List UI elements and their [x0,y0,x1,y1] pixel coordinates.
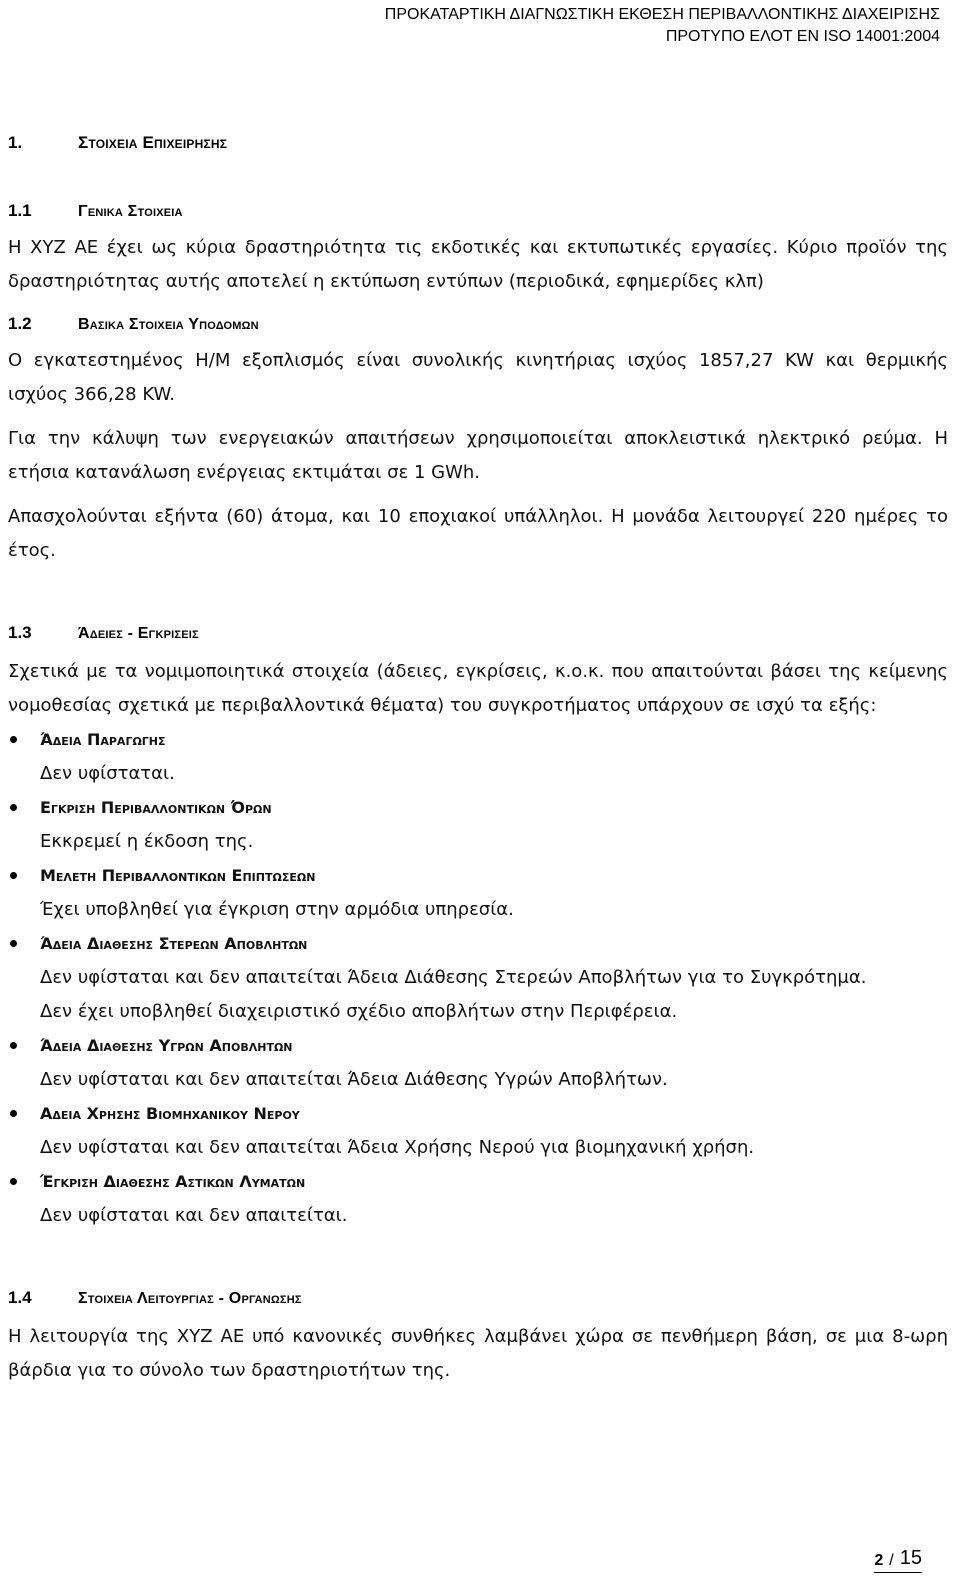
section-title: Στοιχεια Λειτουργιας - Οργανωσης [78,1290,302,1307]
permits-intro-paragraph: Σχετικά με τα νομιμοποιητικά στοιχεία (άδειες, εγκρίσεις, κ.ο.κ. που απαιτούνται βάσει της κείμενης νομοθεσίας σχετικά με περιβαλλοντικά θέματα) του συγκροτήματος υπάρχουν σε ισχύ τα εξής: [8,661,948,716]
permit-title: Αδεια Χρησης Βιομηχανικου Νερου [40,1104,300,1123]
permit-status: Δεν υφίσταται και δεν απαιτείται Άδεια Διάθεσης Υγρών Αποβλήτων. [40,1069,668,1090]
permit-status: Δεν υφίσταται και δεν απαιτείται Άδεια Χρήσης Νερού για βιομηχανική χρήση. [40,1137,755,1158]
list-item [8,1165,948,1233]
permit-title: Έγκριση Διαθεσης Αστικων Λυματων [40,1172,306,1191]
list-item [8,1097,948,1165]
section-title: Βασικα Στοιχεια Υποδομων [78,316,259,333]
section-title: Στοιχεια Επιχειρησης [78,133,228,152]
permit-title: Άδεια Διαθεσης Στερεων Αποβλητων [40,934,308,953]
section-number: 1. [8,133,23,152]
permit-title: Άδεια Διαθεσης Υγρων Αποβλητων [40,1036,293,1055]
total-pages: 15 [899,1547,922,1569]
section-1-3-heading [8,620,948,647]
section-1-heading [8,130,948,156]
list-item [8,723,948,791]
permit-status: Δεν υφίσταται και δεν απαιτείται Άδεια Διάθεσης Στερεών Αποβλήτων για το Συγκρότημα. [40,967,867,988]
list-item [8,927,948,1029]
header-standard: ΠΡΟΤΥΠΟ ΕΛΟΤ ΕΝ ISO 14001:2004 [665,28,940,45]
permits-list [8,723,948,1233]
current-page: 2 [874,1552,884,1569]
permit-status: Έχει υποβληθεί για έγκριση στην αρμόδια υπηρεσία. [40,899,514,920]
permit-status: Δεν υφίσταται. [40,763,175,784]
section-number: 1.4 [8,1288,32,1307]
operation-paragraph: Η λειτουργία της XYZ AE υπό κανονικές συνθήκες λαμβάνει χώρα σε πενθήμερη βάση, σε μια 8-ωρη βάρδια για το σύνολο των δραστηριοτήτων της. [8,1326,948,1381]
section-1-1-heading [8,198,948,225]
section-title: Άδειες - Εγκρισεις [78,625,199,642]
list-item [8,1029,948,1097]
section-1-2-heading [8,311,948,338]
equipment-paragraph: Ο εγκατεστημένος Η/Μ εξοπλισμός είναι συνολικής κινητήριας ισχύος 1857,27 KW και θερμικής ισχύος 366,28 KW. [8,350,948,405]
permit-status: Δεν υφίσταται και δεν απαιτείται. [40,1205,348,1226]
section-number: 1.2 [8,314,32,333]
permit-title: Μελετη Περιβαλλοντικων Επιπτωσεων [40,866,316,885]
permit-status: Δεν έχει υποβληθεί διαχειριστικό σχέδιο αποβλήτων στην Περιφέρεια. [40,1001,678,1022]
page-number [874,1540,922,1573]
section-title: Γενικα Στοιχεια [78,203,183,220]
section-number: 1.1 [8,201,32,220]
list-item [8,859,948,927]
page-separator: / [889,1552,894,1569]
page-header [385,4,940,48]
permit-title: Εγκριση Περιβαλλοντικων Όρων [40,798,272,817]
list-item [8,791,948,859]
general-info-paragraph: Η XYZ AE έχει ως κύρια δραστηριότητα τις εκδοτικές και εκτυπωτικές εργασίες. Κύριο προϊόν της δραστηριότητας αυτής αποτελεί η εκτύπωση εντύπων (περιοδικά, εφημερίδες κλπ) [8,237,948,292]
section-1-4-heading [8,1285,948,1312]
permit-status: Εκκρεμεί η έκδοση της. [40,831,254,852]
permit-title: Άδεια Παραγωγης [40,730,166,749]
header-title: ΠΡΟΚΑΤΑΡΤΙΚΗ ΔΙΑΓΝΩΣΤΙΚΗ ΕΚΘΕΣΗ ΠΕΡΙΒΑΛΛΟΝΤΙΚΗΣ ΔΙΑΧΕΙΡΙΣΗΣ [384,6,940,23]
document-body [8,130,948,1388]
staff-paragraph: Απασχολούνται εξήντα (60) άτομα, και 10 εποχιακοί υπάλληλοι. Η μονάδα λειτουργεί 220 ημέρες το έτος. [8,506,948,561]
energy-paragraph: Για την κάλυψη των ενεργειακών απαιτήσεων χρησιμοποιείται αποκλειστικά ηλεκτρικό ρεύμα. Η ετήσια κατανάλωση ενέργειας εκτιμάται σε 1 GWh. [8,428,948,483]
section-number: 1.3 [8,623,32,642]
